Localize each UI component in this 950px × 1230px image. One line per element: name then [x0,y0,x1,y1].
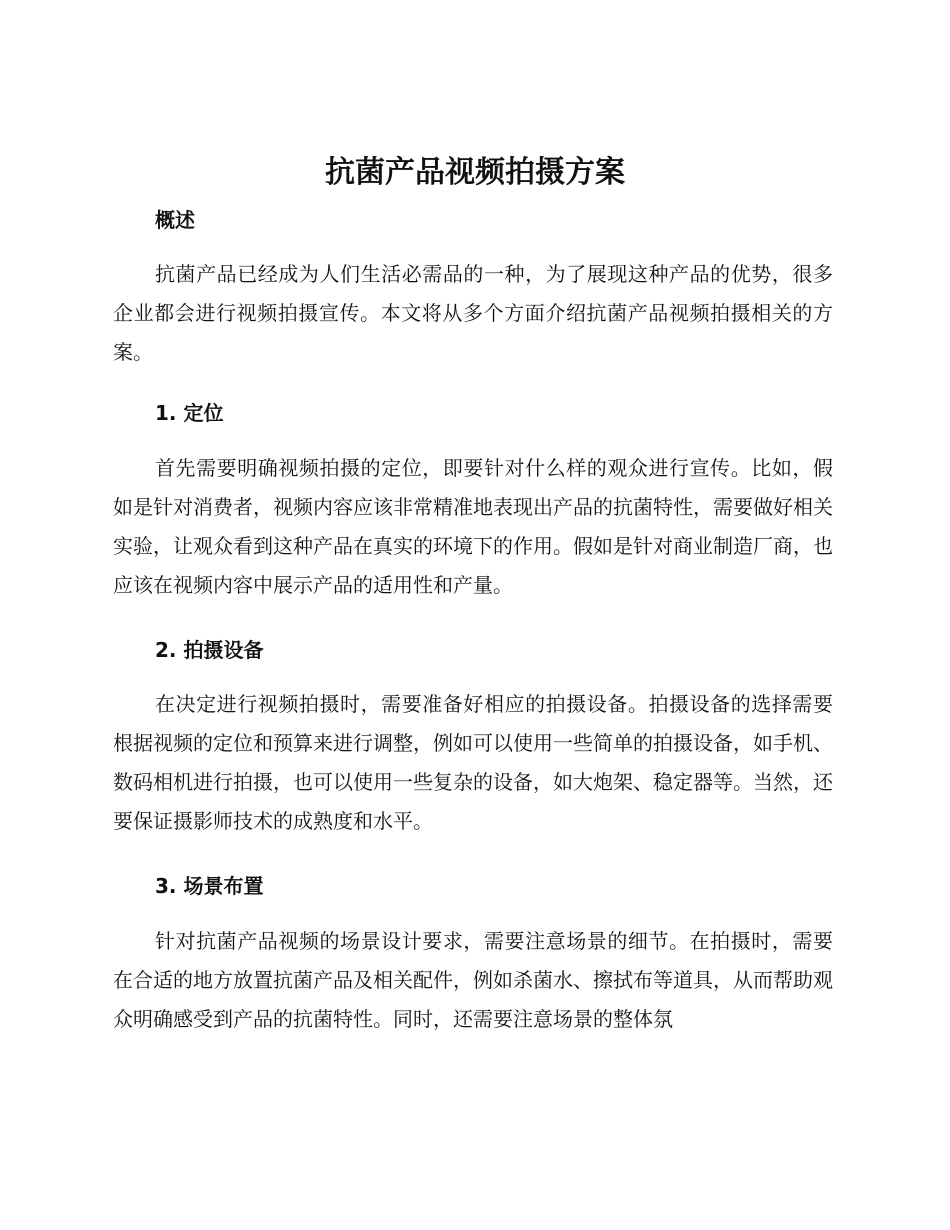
section-heading-positioning: 1. 定位 [155,401,224,425]
overview-paragraph: 抗菌产品已经成为人们生活必需品的一种，为了展现这种产品的优势，很多企业都会进行视频拍摄宣传。本文将从多个方面介绍抗菌产品视频拍摄相关的方案。 [113,262,833,364]
document-title: 抗菌产品视频拍摄方案 [325,155,625,190]
section-heading-scene: 3. 场景布置 [155,874,264,898]
section-heading-equipment: 2. 拍摄设备 [155,638,264,662]
section-paragraph-equipment: 在决定进行视频拍摄时，需要准备好相应的拍摄设备。拍摄设备的选择需要根据视频的定位和预算来进行调整，例如可以使用一些简单的拍摄设备，如手机、数码相机进行拍摄，也可以使用一些复杂的设备，如大炮架、稳定器等。当然，还要保证摄影师技术的成熟度和水平。 [113,692,833,833]
section-paragraph-positioning: 首先需要明确视频拍摄的定位，即要针对什么样的观众进行宣传。比如，假如是针对消费者，视频内容应该非常精准地表现出产品的抗菌特性，需要做好相关实验，让观众看到这种产品在真实的环境下的作用。假如是针对商业制造厂商，也应该在视频内容中展示产品的适用性和产量。 [113,456,833,597]
overview-heading: 概述 [155,208,195,232]
section-paragraph-scene: 针对抗菌产品视频的场景设计要求，需要注意场景的细节。在拍摄时，需要在合适的地方放置抗菌产品及相关配件，例如杀菌水、擦拭布等道具，从而帮助观众明确感受到产品的抗菌特性。同时，还需要注意场景的整体氛 [113,929,833,1031]
